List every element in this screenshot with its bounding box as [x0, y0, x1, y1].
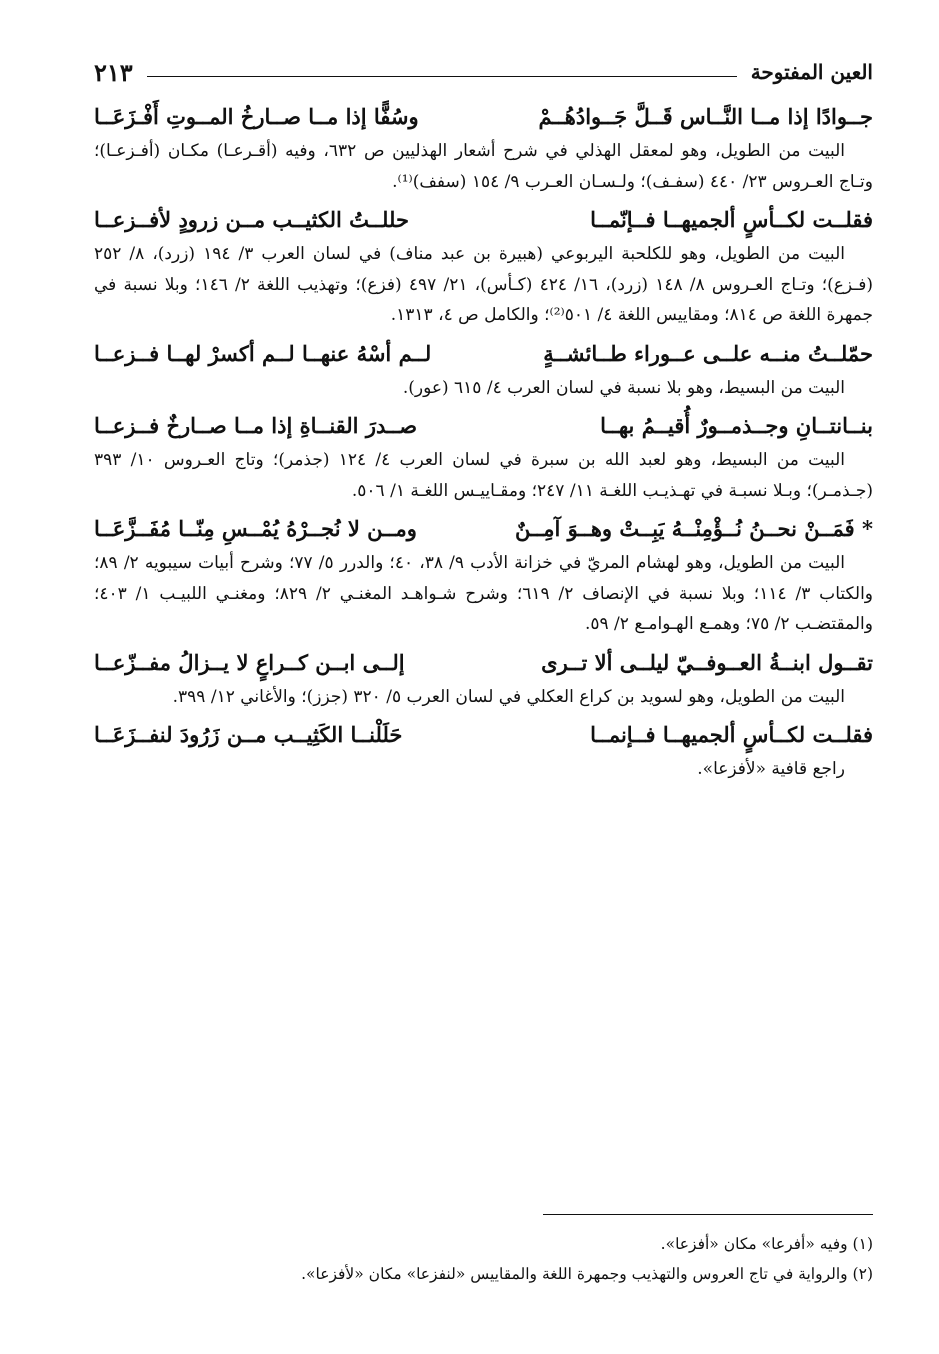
verse-commentary: راجع قافية «لأفزعا».	[697, 759, 845, 779]
verse-first-hemistich: بنــانتــانِ وجــذمــورٌ أُقيــمُ بهــا	[600, 413, 873, 438]
verse-commentary: البيت من الطويل، وهو لسويد بن كراع العكلي في لسان العرب ٥/ ٣٢٠ (جزز)؛ والأغاني ١٢/ ٣٩٩.	[172, 686, 845, 707]
verse-second-hemistich: وسُفًّا إذا مــا صــارخُ المــوتِ أَفْـزَعَــا	[94, 104, 419, 129]
verse-second-hemistich: حَلَلْنــا الكَثِيــب مــن زَرُودَ لنفــزَعَــا	[94, 722, 403, 747]
footnote-rule	[543, 1214, 873, 1215]
verse-commentary: البيت من الطويل، وهو لمعقل الهذلي في شرح أشعار الهذليين ص ٦٣٢، وفيه (أقـرعـا) مكـان (أفـزعـا)؛ وتـاج العـروس ٢٣/ ٤٤٠ (سفـف)؛ ولـسـان العـرب ٩/ ١٥٤ (سفف)⁽¹⁾.	[94, 141, 873, 192]
running-title: العين المفتوحة	[750, 60, 873, 84]
entry	[94, 718, 873, 785]
verse-first-hemistich: * فَمَــنْ نحــنُ نُــؤْمِنْــهُ يَبِــتْ وهــوَ آمِــنٌ	[514, 516, 873, 541]
verse-line	[94, 718, 873, 752]
verse-line	[94, 646, 873, 680]
entry	[94, 203, 873, 331]
verse-commentary: البيت من البسيط، وهو بلا نسبة في لسان العرب ٤/ ٦١٥ (عور).	[402, 377, 845, 398]
entry	[94, 100, 873, 197]
verse-second-hemistich: ومــن لا نُجــرْهُ يُمْــسِ مِنّــا مُفَــزَّعَــا	[94, 516, 417, 541]
entry	[94, 409, 873, 506]
verse-second-hemistich: حللــتُ الكثيــب مــن زرودٍ لأفــزعــا	[94, 207, 409, 232]
verse-line	[94, 337, 873, 371]
verse-line	[94, 512, 873, 546]
verse-first-hemistich: حمّلــتُ منــه علــى عــوراء طــائشــةٍ	[543, 340, 873, 366]
verse-commentary: البيت من البسيط، وهو لعبد الله بن سبرة في لسان العرب ٤/ ١٢٤ (جذمر)؛ وتاج العـروس ١٠/ ٣٩٣ (جـذمـر)؛ وبـلا نسبـة في تهـذيـب اللغـة ١١/ ٢٤٧؛ ومقـاييـس اللغـة ١/ ٥٠٦.	[94, 450, 873, 501]
page-number: ٢١٣	[94, 57, 133, 87]
entry	[94, 512, 873, 640]
header-rule	[147, 76, 737, 77]
footnote: (١) وفيه «أفرعا» مكان «أفزعا».	[660, 1235, 873, 1253]
verse-commentary: البيت من الطويل، وهو لهشام المريّ في خزانة الأدب ٩/ ٣٨، ٤٠؛ والدرر ٥/ ٧٧؛ وشرح أبيات سيبويه ٢/ ٨٩؛ والكتاب ٣/ ١١٤؛ وبلا نسبة في الإنصاف ٢/ ٦١٩؛ وشرح شـواهـد المغنـي ٢/ ٨٢٩؛ ومغنـي اللبيـب ١/ ٤٠٣؛ والمقتضـب ٢/ ٧٥؛ وهمـع الهـوامـع ٢/ ٥٩.	[94, 553, 873, 634]
verse-first-hemistich: جــوادًا إذا مــا النَّــاس قَــلَّ جَــوادُهُــمْ	[538, 104, 873, 129]
verse-second-hemistich: لــم أسْهُ عنهــا لــم أكسرْ لهــا فــزعــا	[94, 340, 432, 366]
verse-second-hemistich: صــدرَ القنــاةِ إذا مــا صــارخٌ فــزعــا	[94, 413, 418, 438]
verse-first-hemistich: تقــول ابنــةُ العــوفــيّ ليلــى ألا تــرى	[541, 649, 873, 675]
verse-first-hemistich: فقلــت لكــأسٍ ألجميهــا فــإنّمــا	[590, 207, 873, 232]
verse-commentary: البيت من الطويل، وهو للكلحبة اليربوعي (هبيرة بن عبد مناف) في لسان العرب ٣/ ١٩٤ (زرد)، ٨/ ٢٥٢ (فـزع)؛ وتـاج العـروس ٨/ ١٤٨ (زرد)، ١٦/ ٤٢٤ (كـأس)، ٢١/ ٤٩٧ (فزع)؛ وتهذيب اللغة ٢/ ١٤٦؛ وبلا نسبة في جمهرة اللغة ص ٨١٤؛ ومقاييس اللغة ٤/ ٥٠١⁽²⁾؛ والكامل ص ٤، ١٣١٣.	[94, 244, 873, 325]
footnote: (٢) والرواية في تاج العروس والتهذيب وجمهرة اللغة والمقاييس «لنفزعا» مكان «لأفزعا».	[301, 1265, 873, 1283]
verse-line	[94, 203, 873, 237]
page-header	[94, 54, 873, 90]
entry	[94, 646, 873, 713]
entry	[94, 337, 873, 404]
verse-first-hemistich: فقلــت لكــأسٍ ألجميهــا فــإنمــا	[590, 722, 873, 747]
verse-line	[94, 409, 873, 443]
footnotes	[94, 1214, 873, 1289]
verse-line	[94, 100, 873, 134]
verse-second-hemistich: إلــى ابــن كــراعٍ لا يــزالُ مفــزّعــا	[94, 649, 405, 675]
